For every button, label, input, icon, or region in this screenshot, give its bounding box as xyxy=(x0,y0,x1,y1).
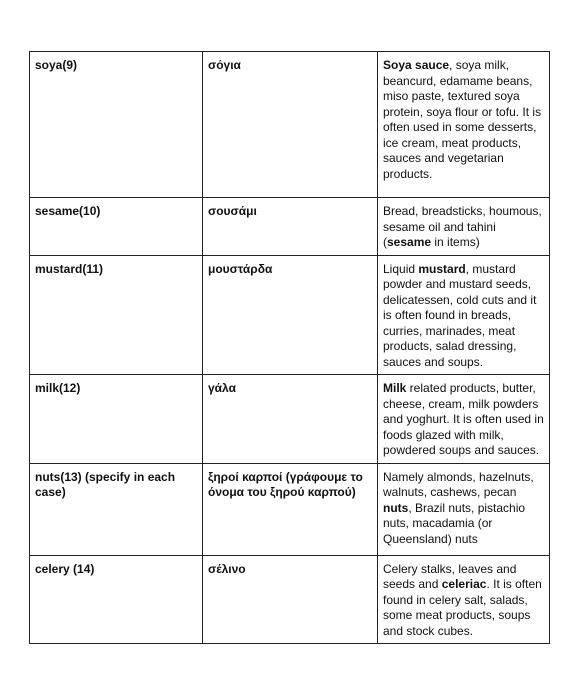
description-keyword: celeriac xyxy=(441,577,487,591)
description-text: Bread, breadsticks, houmous, sesame oil and tahini ( xyxy=(383,204,542,249)
allergen-description xyxy=(378,463,550,555)
description-keyword: Milk xyxy=(383,381,407,395)
allergen-description xyxy=(378,198,550,256)
allergen-description xyxy=(378,555,550,644)
table-row xyxy=(30,255,550,375)
description-text: Namely almonds, hazelnuts, walnuts, cashews, pecan xyxy=(383,469,534,499)
description-keyword: sesame xyxy=(387,235,432,249)
description-text: related products, butter, cheese, cream, milk powders and yoghurt. It is often used in foods glazed with milk, powdered soups and sauces. xyxy=(383,381,544,457)
allergen-greek-name: σόγια xyxy=(203,52,378,198)
description-text: , mustard powder and mustard seeds, delicatessen, cold cuts and it is often found in breads, curries, marinades, meat products, salad dressing, sauces and soups. xyxy=(383,261,537,369)
table-row xyxy=(30,463,550,555)
description-text: , soya milk, beancurd, edamame beans, miso paste, textured soya protein, soya flour or tofu. It is often used in some desserts, ice cream, meat products, sauces and vegetarian products. xyxy=(383,58,542,181)
allergen-english-name: mustard(11) xyxy=(30,255,203,375)
allergen-greek-name: σουσάμι xyxy=(203,198,378,256)
allergen-greek-name: ξηροί καρποί (γράφουμε το όνομα του ξηρού καρπού) xyxy=(203,463,378,555)
allergen-greek-name: μουστάρδα xyxy=(203,255,378,375)
description-text: Liquid xyxy=(383,261,419,276)
table-row xyxy=(30,52,550,198)
table-row xyxy=(30,198,550,256)
description-text: in items) xyxy=(431,235,480,249)
allergen-greek-name: σέλινο xyxy=(203,555,378,644)
allergen-english-name: celery (14) xyxy=(30,555,203,644)
description-keyword: mustard xyxy=(418,261,466,276)
table-row xyxy=(30,375,550,464)
allergen-english-name: nuts(13) (specify in each case) xyxy=(30,463,203,555)
allergen-english-name: soya(9) xyxy=(30,52,203,198)
description-keyword: Soya sauce xyxy=(383,58,450,72)
description-text: , Brazil nuts, pistachio nuts, macadamia (or Queensland) nuts xyxy=(383,500,526,546)
allergen-english-name: milk(12) xyxy=(30,375,203,464)
allergen-table xyxy=(29,51,550,644)
allergen-english-name: sesame(10) xyxy=(30,198,203,256)
description-text: Celery stalks, leaves and seeds and xyxy=(383,561,517,591)
description-text: . It is often found in celery salt, salads, some meat products, soups and stock cubes. xyxy=(383,577,542,638)
allergen-description xyxy=(378,255,550,375)
table-row xyxy=(30,555,550,644)
allergen-greek-name: γάλα xyxy=(203,375,378,464)
description-keyword: nuts xyxy=(383,500,409,515)
allergen-description xyxy=(378,52,550,198)
allergen-description xyxy=(378,375,550,464)
